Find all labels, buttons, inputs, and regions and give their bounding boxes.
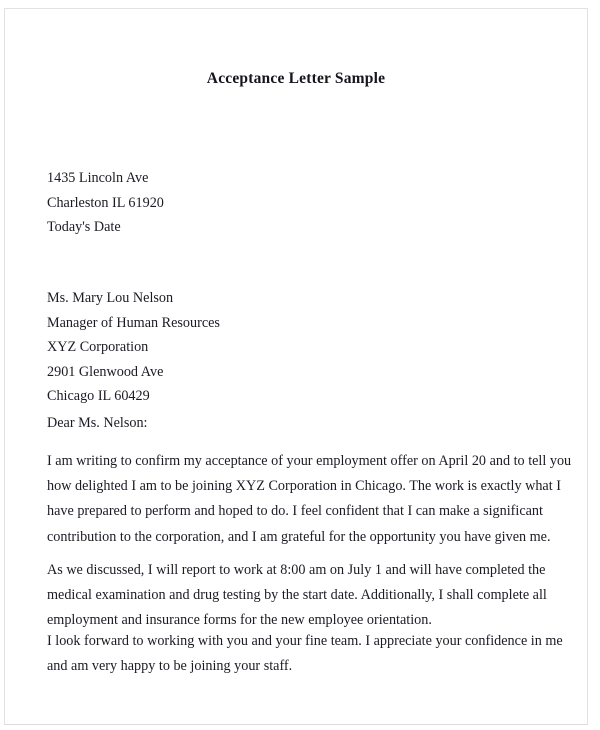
body-paragraph: I am writing to confirm my acceptance of your employment offer on April 20 and to tell you how delighted I am to be joining XYZ Corporation in Chicago. The work is exactly what I have prepared to perform and hoped to do. I feel confident that I can make a significant contribution to the corporation, and I am grateful for the opportunity you have given me. — [47, 453, 572, 545]
body-paragraph: As we discussed, I will report to work at 8:00 am on July 1 and will have completed the medical examination and drug testing by the start date. Additionally, I shall complete all employment and insurance forms for the new employee orientation. — [47, 562, 547, 629]
letter-body — [5, 9, 587, 724]
document-page — [4, 8, 588, 725]
salutation: Dear Ms. Nelson: — [47, 415, 148, 431]
sender-address-block — [47, 166, 164, 240]
sender-address-line: Today's Date — [47, 219, 121, 236]
recipient-address-block — [47, 286, 220, 409]
recipient-address-line: Chicago IL 60429 — [47, 388, 150, 405]
recipient-address-line: Ms. Mary Lou Nelson — [47, 290, 174, 306]
recipient-address-line: Manager of Human Resources — [47, 314, 220, 331]
body-paragraph: I look forward to working with you and your fine team. I appreciate your confidence in me and am very happy to be joining your staff. — [47, 633, 563, 675]
page-title: Acceptance Letter Sample — [206, 70, 386, 87]
recipient-address-line: 2901 Glenwood Ave — [47, 363, 164, 380]
sender-address-line: Charleston IL 61920 — [47, 194, 164, 211]
recipient-address-line: XYZ Corporation — [47, 339, 149, 356]
sender-address-line: 1435 Lincoln Ave — [47, 170, 149, 186]
